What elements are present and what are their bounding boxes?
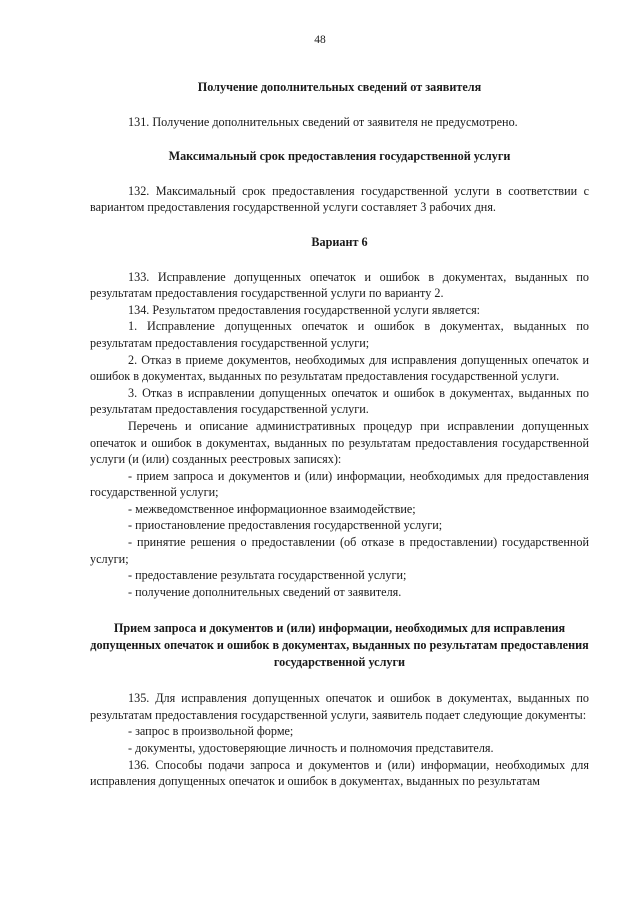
heading-variant-6: Вариант 6 (311, 234, 368, 249)
paragraph-135: 135. Для исправления допущенных опечаток и ошибок в документах, выданных по результатам предоставления государственной услуги, заявитель подает следующие документы: (90, 691, 589, 722)
paragraph-132: 132. Максимальный срок предоставления государственной услуги в соответствии с вариантом предоставления государственной услуги составляет 3 рабочих дня. (90, 183, 589, 215)
spacer (90, 670, 589, 690)
heading-additional-info: Получение дополнительных сведений от заявителя (197, 80, 482, 94)
list-item-procedure: - принятие решения о предоставлении (об отказе в предоставлении) государственной услуги; (90, 535, 589, 566)
paragraph-136: 136. Способы подачи запроса и документов и (или) информации, необходимых для исправления допущенных опечаток и ошибок в документах, выданных по результатам (90, 757, 589, 789)
paragraph-134: 134. Результатом предоставления государственной услуги является: (128, 302, 481, 317)
paragraph-procedures: Перечень и описание административных процедур при исправлении допущенных опечаток и ошибок в документах, выданных по результатам предоставления государственной услуги (и (или) созданных реестровых записях): (90, 418, 589, 467)
document-body (90, 79, 589, 790)
heading-max-term: Максимальный срок предоставления государственной услуги (168, 149, 511, 164)
spacer (90, 130, 589, 148)
list-item-procedure: - приостановление предоставления государственной услуги; (128, 518, 443, 533)
page-number: 48 (314, 34, 326, 46)
list-item-document: - запрос в произвольной форме; (128, 724, 294, 739)
heading-request-reception: Прием запроса и документов и (или) информации, необходимых для исправления допущенных опечаток и ошибок в документах, выданных по результатам предоставления государственной услуги (90, 621, 589, 669)
list-item-document: - документы, удостоверяющие личность и полномочия представителя. (128, 741, 494, 755)
spacer (90, 600, 589, 620)
list-item-procedure: - межведомственное информационное взаимодействие; (128, 501, 416, 516)
spacer (90, 96, 589, 114)
list-item-procedure: - предоставление результата государственной услуги; (128, 568, 407, 583)
list-item-result-2: 2. Отказ в приеме документов, необходимых для исправления допущенных опечаток и ошибок в документах, выданных по результатам предоставления государственной услуги. (90, 352, 589, 384)
spacer (90, 216, 589, 234)
paragraph-131: 131. Получение дополнительных сведений от заявителя не предусмотрено. (128, 114, 518, 129)
list-item-result-1: 1. Исправление допущенных опечаток и ошибок в документах, выданных по результатам предоставления государственной услуги; (90, 319, 589, 350)
paragraph-133: 133. Исправление допущенных опечаток и ошибок в документах, выданных по результатам предоставления государственной услуги по варианту 2. (90, 269, 589, 301)
spacer (90, 251, 589, 269)
spacer (90, 165, 589, 183)
list-item-result-3: 3. Отказ в исправлении допущенных опечаток и ошибок в документах, выданных по результатам предоставления государственной услуги. (90, 385, 589, 417)
list-item-procedure: - прием запроса и документов и (или) информации, необходимых для предоставления государственной услуги; (90, 468, 589, 500)
list-item-procedure: - получение дополнительных сведений от заявителя. (128, 584, 402, 599)
